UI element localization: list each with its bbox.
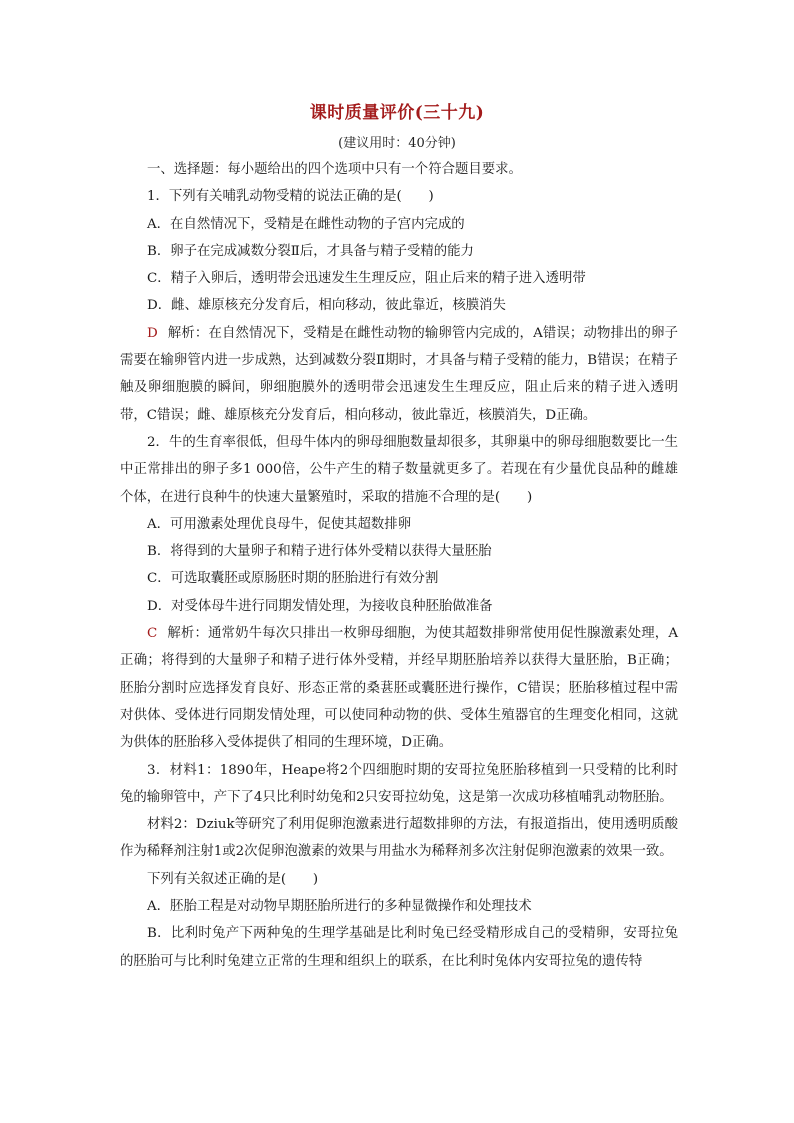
question-1-option-a: A．在自然情况下，受精是在雌性动物的子宫内完成的 — [147, 216, 465, 232]
section-heading: 一、选择题：每小题给出的四个选项中只有一个符合题目要求。 — [147, 162, 522, 177]
question-3-material-1: 3．材料1：1890年，Heape将2个四细胞时期的安哥拉兔胚胎移植到一只受精的比利时兔的输卵管中，产下了4只比利时幼兔和2只安哥拉幼兔，这是第一次成功移植哺乳动物胚胎。 — [120, 762, 678, 805]
question-1-analysis — [120, 320, 678, 429]
question-1-option-d: D．雌、雄原核充分发育后，相向移动，彼此靠近，核膜消失 — [147, 298, 506, 314]
question-2-option-a: A．可用激素处理优良母牛，促使其超数排卵 — [147, 516, 412, 532]
document-body — [120, 156, 678, 975]
question-1-option-b: B．卵子在完成减数分裂Ⅱ后，才具备与精子受精的能力 — [147, 243, 474, 259]
question-3-material-2: 材料2：Dziuk等研究了利用促卵泡激素进行超数排卵的方法，有报道指出，使用透明质酸作为稀释剂注射1或2次促卵泡激素的效果与用盐水为稀释剂多次注射促卵泡激素的效果一致。 — [120, 817, 678, 860]
question-1-answer: D — [147, 325, 158, 341]
page-title: 课时质量评价(三十九) — [309, 103, 485, 123]
question-1-option-c: C．精子入卵后，透明带会迅速发生生理反应，阻止后来的精子进入透明带 — [147, 271, 586, 287]
question-2-option-b: B．将得到的大量卵子和精子进行体外受精以获得大量胚胎 — [147, 544, 492, 560]
question-1-analysis-text: 解析：在自然情况下，受精是在雌性动物的输卵管内完成的，A错误；动物排出的卵子需要在输卵管内进一步成熟，达到减数分裂Ⅱ期时，才具备与精子受精的能力，B错误；在精子触及卵细胞膜的瞬间，卵细胞膜外的透明带会迅速发生生理反应，阻止后来的精子进入透明带，C错误；雌、雄原核充分发育后，相向移动，彼此靠近，核膜消失，D正确。 — [120, 325, 678, 423]
question-2-stem: 2．牛的生育率很低，但母牛体内的卵母细胞数量却很多，其卵巢中的卵母细胞数要比一生中正常排出的卵子多1 000倍，公牛产生的精子数量就更多了。若现在有少量优良品种的雌雄个体，在进行良种牛的快速大量繁殖时，采取的措施不合理的是( ) — [120, 434, 678, 505]
question-2-analysis — [120, 620, 678, 756]
question-1-stem: 1．下列有关哺乳动物受精的说法正确的是( ) — [147, 189, 434, 205]
question-2-analysis-text: 解析：通常奶牛每次只排出一枚卵母细胞，为使其超数排卵常使用促性腺激素处理，A正确；将得到的大量卵子和精子进行体外受精，并经早期胚胎培养以获得大量胚胎，B正确；胚胎分割时应选择发育良好、形态正常的桑葚胚或囊胚进行操作，C错误；胚胎移植过程中需对供体、受体进行同期发情处理，可以使同种动物的供、受体生殖器官的生理变化相同，这就为供体的胚胎移入受体提供了相同的生理环境，D正确。 — [120, 626, 678, 751]
question-3-stem: 下列有关叙述正确的是( ) — [147, 871, 319, 887]
question-2-answer: C — [147, 626, 158, 642]
question-2-option-c: C．可选取囊胚或原肠胚时期的胚胎进行有效分割 — [147, 571, 439, 587]
recommended-time: (建议用时：40分钟) — [338, 136, 456, 151]
question-3-option-b: B．比利时兔产下两种兔的生理学基础是比利时兔已经受精形成自己的受精卵，安哥拉兔的胚胎可与比利时兔建立正常的生理和组织上的联系，在比利时兔体内安哥拉兔的遗传特 — [120, 926, 678, 969]
question-2-option-d: D．对受体母牛进行同期发情处理，为接收良种胚胎做准备 — [147, 598, 493, 614]
question-3-option-a: A．胚胎工程是对动物早期胚胎所进行的多种显微操作和处理技术 — [147, 899, 532, 915]
